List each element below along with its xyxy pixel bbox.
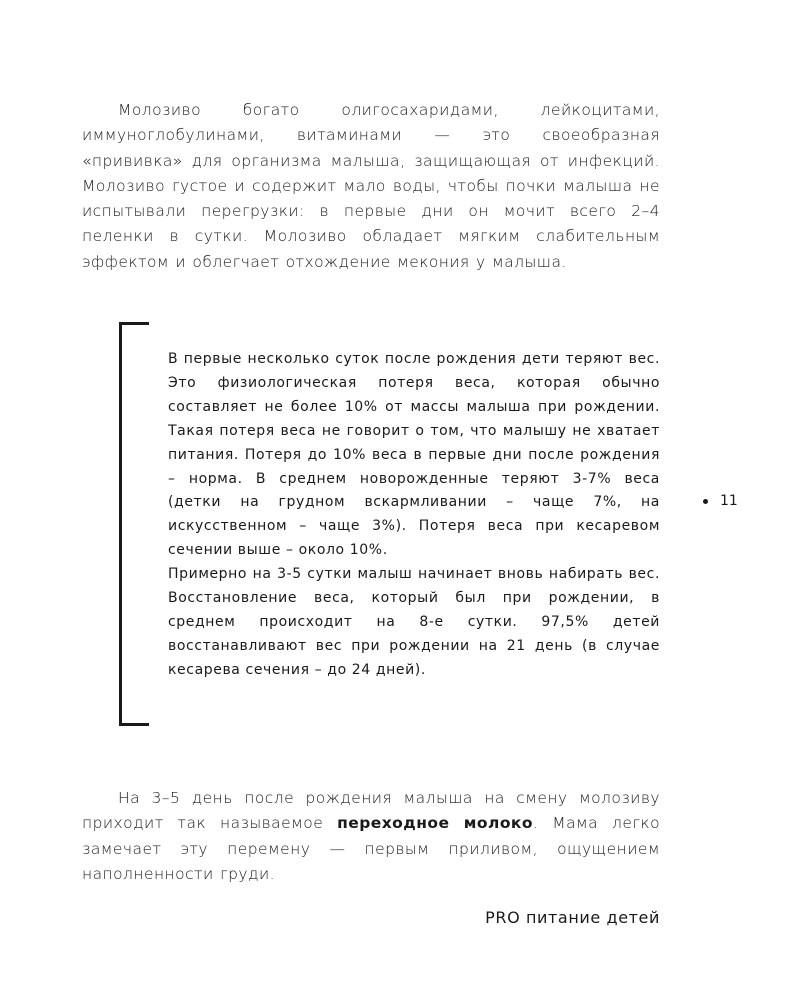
outro-bold-term: переходное молоко	[337, 814, 533, 833]
callout-bracket	[119, 322, 149, 726]
callout-paragraph-2: Примерно на 3-5 сутки малыш начинает вновь набирать вес. Восстановление веса, который был при рождении, в среднем происходит на 8-е сутки. 97,5% детей восстанавливают вес при рождении на 21 день (в случае кесарева сечения – до 24 дней).	[168, 566, 660, 678]
page-marker-dot	[703, 499, 708, 504]
running-title: PRO питание детей	[485, 908, 660, 927]
outro-paragraph	[82, 786, 660, 887]
page-number: 11	[720, 493, 738, 509]
intro-paragraph: Молозиво богато олигосахаридами, лейкоцитами, иммуноглобулинами, витаминами — это своеобразная «прививка» для организма малыша, защищающая от инфекций. Молозиво густое и содержит мало воды, чтобы почки малыша не испытывали перегрузки: в первые дни он мочит всего 2–4 пеленки в сутки. Молозиво обладает мягким слабительным эффектом и облегчает отхождение мекония у малыша.	[82, 101, 660, 271]
callout-box	[168, 348, 660, 683]
outro-text-end: . Мама легко замечает эту перемену — первым приливом, ощущением наполненности груди.	[82, 814, 661, 883]
callout-paragraph-1: В первые несколько суток после рождения дети теряют вес. Это физиологическая потеря веса, которая обычно составляет не более 10% от массы малыша при рождении. Такая потеря веса не говорит о том, что малышу не хватает питания. Потеря до 10% веса в первые дни после рождения – норма. В среднем новорожденные теряют 3-7% веса (детки на грудном вскармливании – чаще 7%, на искусственном – чаще 3%). Потеря веса при кесаревом сечении выше – около 10%.	[168, 351, 660, 559]
outro-text-start: На 3–5 день после рождения малыша на смену молозиву приходит так называемое	[82, 789, 660, 833]
